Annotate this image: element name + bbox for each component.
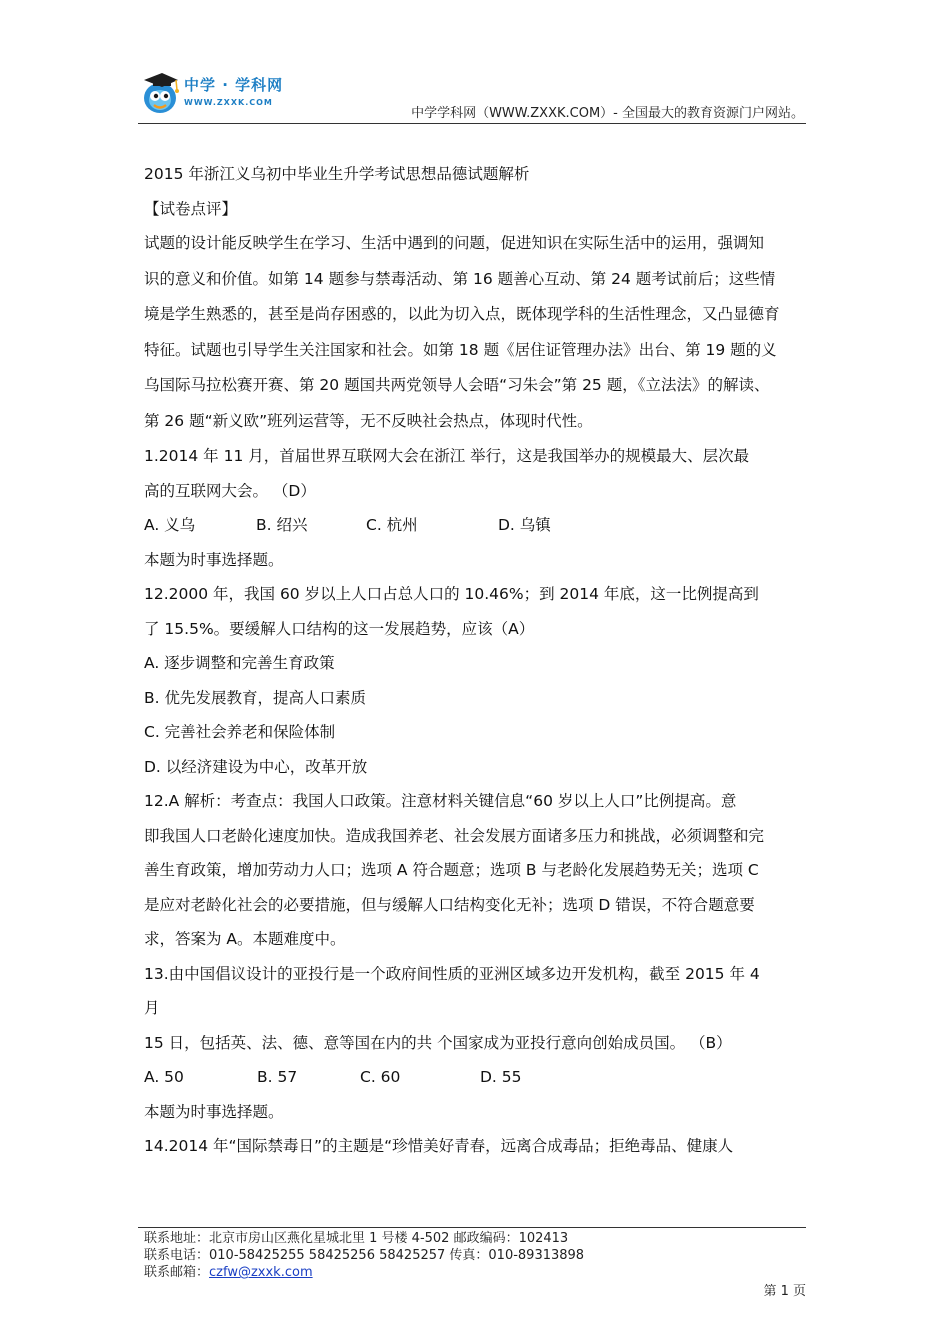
footer-divider bbox=[138, 1227, 806, 1228]
question-14-line: 14.2014 年“国际禁毒日”的主题是“珍惜美好青春，远离合成毒品；拒绝毒品、健康人 bbox=[144, 1137, 734, 1155]
question-line: 高的互联网大会。 （D） bbox=[144, 481, 316, 500]
question-line: 15 日，包括英、法、德、意等国在内的共 个国家成为亚投行意向创始成员国。 （B） bbox=[144, 1033, 732, 1052]
option-b: B. 优先发展教育，提高人口素质 bbox=[144, 688, 366, 707]
answer-options bbox=[144, 1060, 816, 1095]
option-b: B. 绍兴 bbox=[256, 516, 308, 534]
header-tagline: 中学学科网（WWW.ZXXK.COM）- 全国最大的教育资源门户网站。 bbox=[411, 106, 804, 121]
analysis-line: 即我国人口老龄化速度加快。造成我国养老、社会发展方面诸多压力和挑战，必须调整和完 bbox=[144, 826, 765, 845]
page-footer bbox=[144, 1230, 584, 1281]
paragraph-line: 乌国际马拉松赛开赛、第 20 题国共两党领导人会晤“习朱会”第 25 题，《立法法》的解读、 bbox=[144, 376, 770, 394]
analysis-line: 是应对老龄化社会的必要措施，但与缓解人口结构变化无补；选项 D 错误，不符合题意要 bbox=[144, 895, 755, 914]
review-heading: 【试卷点评】 bbox=[144, 199, 238, 218]
footer-email-link[interactable]: czfw@zxxk.com bbox=[209, 1265, 313, 1280]
paragraph-line: 识的意义和价值。如第 14 题参与禁毒活动、第 16 题善心互动、第 24 题考试前后；这些情 bbox=[144, 269, 776, 288]
question-1 bbox=[144, 439, 816, 577]
paragraph-line: 试题的设计能反映学生在学习、生活中遇到的问题，促进知识在实际生活中的运用，强调知 bbox=[144, 234, 765, 252]
logo-url-text: WWW.ZXXK.COM bbox=[184, 98, 273, 107]
document-body bbox=[144, 157, 816, 1164]
option-d: D. 乌镇 bbox=[498, 516, 551, 534]
question-line: 12.2000 年，我国 60 岁以上人口占总人口的 10.46%；到 2014 年底，这一比例提高到 bbox=[144, 585, 759, 603]
question-12 bbox=[144, 577, 816, 957]
analysis-line: 善生育政策，增加劳动力人口；选项 A 符合题意；选项 B 与老龄化发展趋势无关；选项 C bbox=[144, 861, 759, 879]
header-divider bbox=[138, 123, 806, 124]
review-paragraph bbox=[144, 226, 816, 439]
question-line: 月 bbox=[144, 999, 160, 1017]
footer-email-label: 联系邮箱： bbox=[144, 1265, 210, 1280]
option-a: A. 义乌 bbox=[144, 516, 196, 534]
answer-options bbox=[144, 508, 816, 543]
question-line: 1.2014 年 11 月，首届世界互联网大会在浙江 举行，这是我国举办的规模最大、层次最 bbox=[144, 447, 750, 465]
analysis-line: 求，答案为 A。本题难度中。 bbox=[144, 930, 346, 948]
question-note: 本题为时事选择题。 bbox=[144, 550, 284, 569]
option-a: A. 50 bbox=[144, 1068, 184, 1086]
page-header bbox=[138, 68, 806, 124]
question-note: 本题为时事选择题。 bbox=[144, 1102, 284, 1121]
mascot-logo-icon bbox=[138, 70, 180, 116]
option-d: D. 以经济建设为中心，改革开放 bbox=[144, 757, 368, 776]
paragraph-line: 特征。试题也引导学生关注国家和社会。如第 18 题《居住证管理办法》出台、第 19 题的义 bbox=[144, 340, 777, 359]
footer-address: 联系地址：北京市房山区燕化星城北里 1 号楼 4-502 邮政编码：102413 bbox=[144, 1231, 569, 1246]
option-b: B. 57 bbox=[257, 1068, 298, 1086]
option-c: C. 完善社会养老和保险体制 bbox=[144, 723, 336, 741]
logo-chinese-text: 中学 · 学科网 bbox=[184, 76, 284, 94]
site-logo[interactable] bbox=[138, 68, 298, 118]
document-title: 2015 年浙江义乌初中毕业生升学考试思想品德试题解析 bbox=[144, 165, 530, 183]
question-13 bbox=[144, 957, 816, 1130]
question-line: 了 15.5%。要缓解人口结构的这一发展趋势，应该（A） bbox=[144, 619, 535, 638]
footer-phone: 联系电话：010-58425255 58425256 58425257 传真：010-89313898 bbox=[144, 1248, 585, 1263]
page-number: 第 1 页 bbox=[763, 1284, 806, 1299]
paragraph-line: 境是学生熟悉的，甚至是尚存困惑的，以此为切入点，既体现学科的生活性理念，又凸显德育 bbox=[144, 305, 780, 323]
option-d: D. 55 bbox=[480, 1068, 522, 1086]
footer-email-row bbox=[144, 1264, 584, 1281]
analysis-line: 12.A 解析：考查点：我国人口政策。注意材料关键信息“60 岁以上人口”比例提高。意 bbox=[144, 792, 737, 810]
question-line: 13.由中国倡议设计的亚投行是一个政府间性质的亚洲区域多边开发机构，截至 2015 年 4 bbox=[144, 964, 760, 983]
option-c: C. 60 bbox=[360, 1068, 401, 1086]
option-a: A. 逐步调整和完善生育政策 bbox=[144, 654, 335, 672]
paragraph-line: 第 26 题“新义欧”班列运营等，无不反映社会热点，体现时代性。 bbox=[144, 411, 593, 430]
option-c: C. 杭州 bbox=[366, 516, 418, 534]
